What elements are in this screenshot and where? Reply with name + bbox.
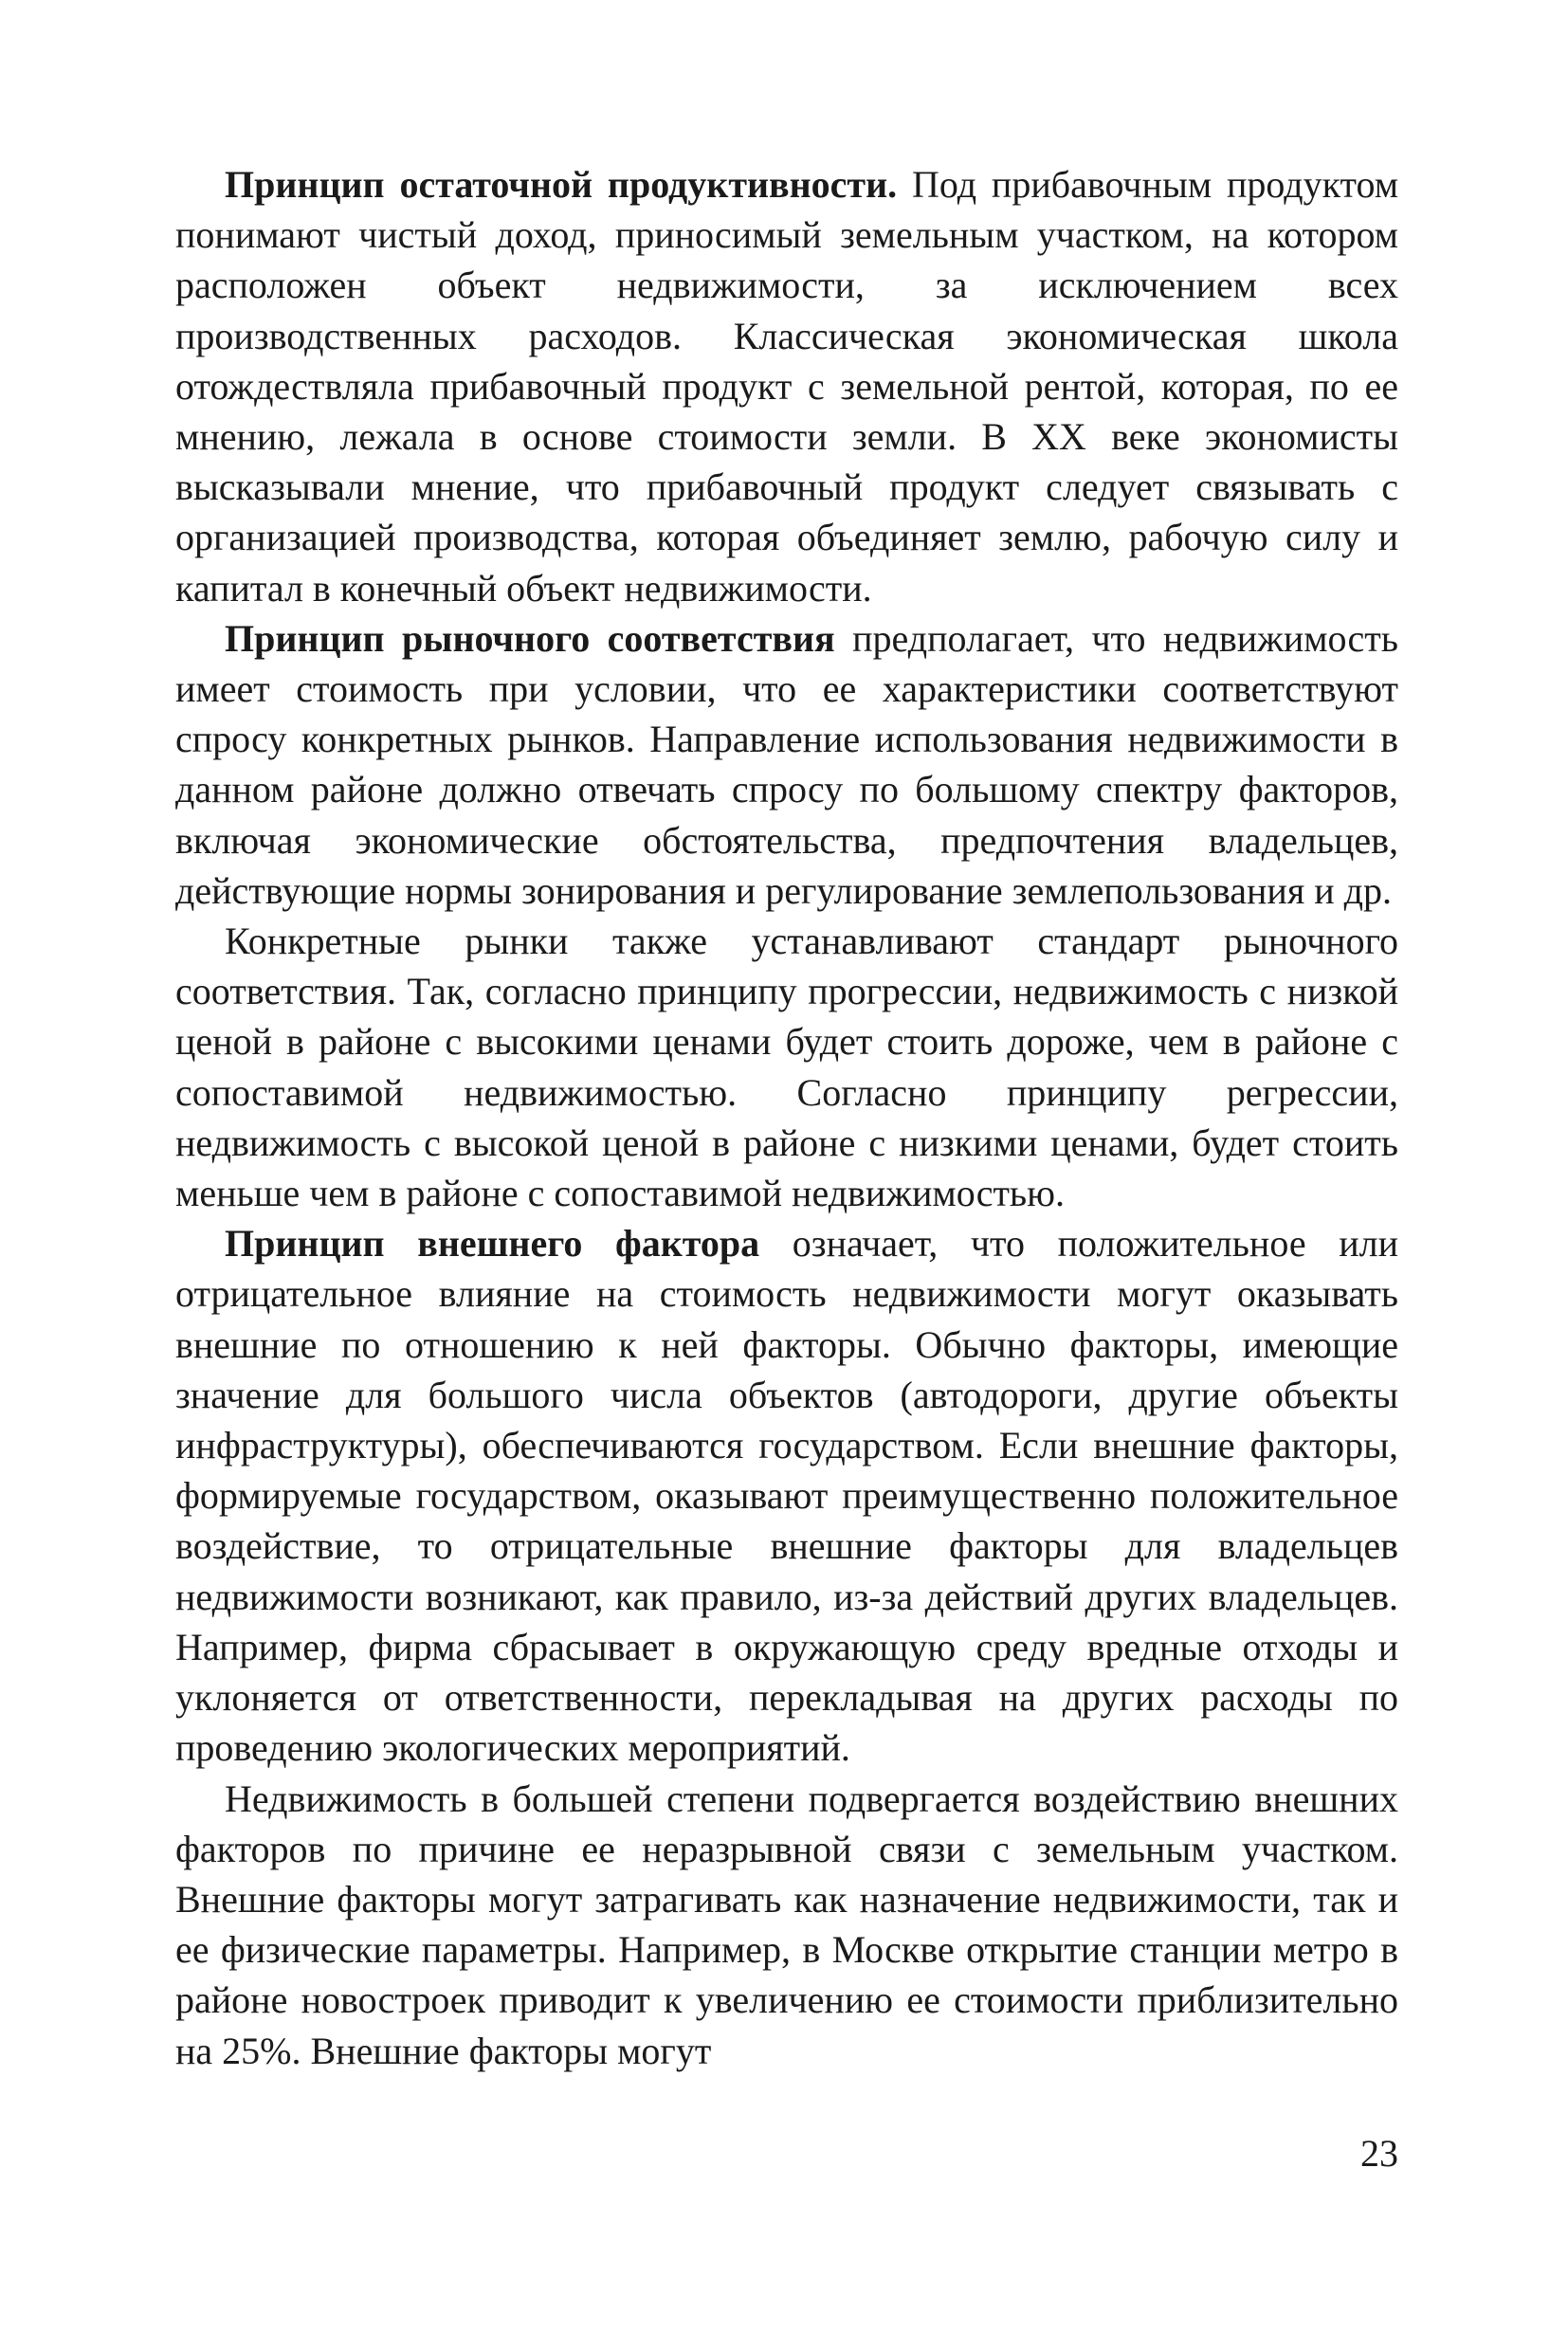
paragraph-text: Недвижимость в большей степени подвергается воздействию внешних факторов по причине ее неразрывной связи с земельным участком. Внешние факторы могут затрагивать как назначение недвижимости, так и ее физические параметры. Например, в Москве открытие станции метро в районе новостроек приводит к увеличению ее стоимости приблизительно на 25%. Внешние факторы могут: [175, 1776, 1398, 2072]
paragraph-text: Под прибавочным продуктом понимают чистый доход, приносимый земельным участком, на котором расположен объект недвижимости, за исключением всех производственных расходов. Классическая экономическая школа отождествляла прибавочный продукт с земельной рентой, которая, по ее мнению, лежала в основе стоимости земли. В XX веке экономисты высказывали мнение, что прибавочный продукт следует связывать с организацией производства, которая объединяет землю, рабочую силу и капитал в конечный объект недвижимости.: [175, 163, 1399, 610]
paragraph-progression-regression: [175, 916, 1398, 1218]
term-residual-productivity: Принцип остаточной продуктивности.: [225, 163, 898, 206]
page-number: 23: [1360, 2132, 1398, 2175]
paragraph-market-conformity: [175, 613, 1398, 916]
term-external-factor: Принцип внешнего фактора: [225, 1222, 760, 1266]
paragraph-text: предполагает, что недвижимость имеет стоимость при условии, что ее характеристики соответствуют спросу конкретных рынков. Направление использования недвижимости в данном районе должно отвечать спросу по большому спектру факторов, включая экономические обстоятельства, предпочтения владельцев, действующие нормы зонирования и регулирование землепользования и др.: [175, 616, 1399, 912]
paragraph-external-influence: [175, 1774, 1398, 2076]
term-market-conformity: Принцип рыночного соответствия: [225, 616, 835, 660]
paragraph-external-factor: [175, 1218, 1398, 1773]
paragraph-text: означает, что положительное или отрицательное влияние на стоимость недвижимости могут оказывать внешние по отношению к ней факторы. Обычно факторы, имеющие значение для большого числа объектов (автодороги, другие объекты инфраструктуры), обеспечиваются государством. Если внешние факторы, формируемые государством, оказывают преимущественно положительное воздействие, то отрицательные внешние факторы для владельцев недвижимости возникают, как правило, из-за действий других владельцев. Например, фирма сбрасывает в окружающую среду вредные отходы и уклоняется от ответственности, перекладывая на других расходы по проведению экологических мероприятий.: [175, 1222, 1398, 1770]
paragraph-residual-productivity: [175, 159, 1398, 613]
main-text: [175, 159, 1398, 2076]
paragraph-text: Конкретные рынки также устанавливают стандарт рыночного соответствия. Так, согласно принципу прогрессии, недвижимость с низкой ценой в районе с высокими ценами будет стоить дороже, чем в районе с сопоставимой недвижимостью. Согласно принципу регрессии, недвижимость с высокой ценой в районе с низкими ценами, будет стоить меньше чем в районе с сопоставимой недвижимостью.: [175, 920, 1398, 1215]
